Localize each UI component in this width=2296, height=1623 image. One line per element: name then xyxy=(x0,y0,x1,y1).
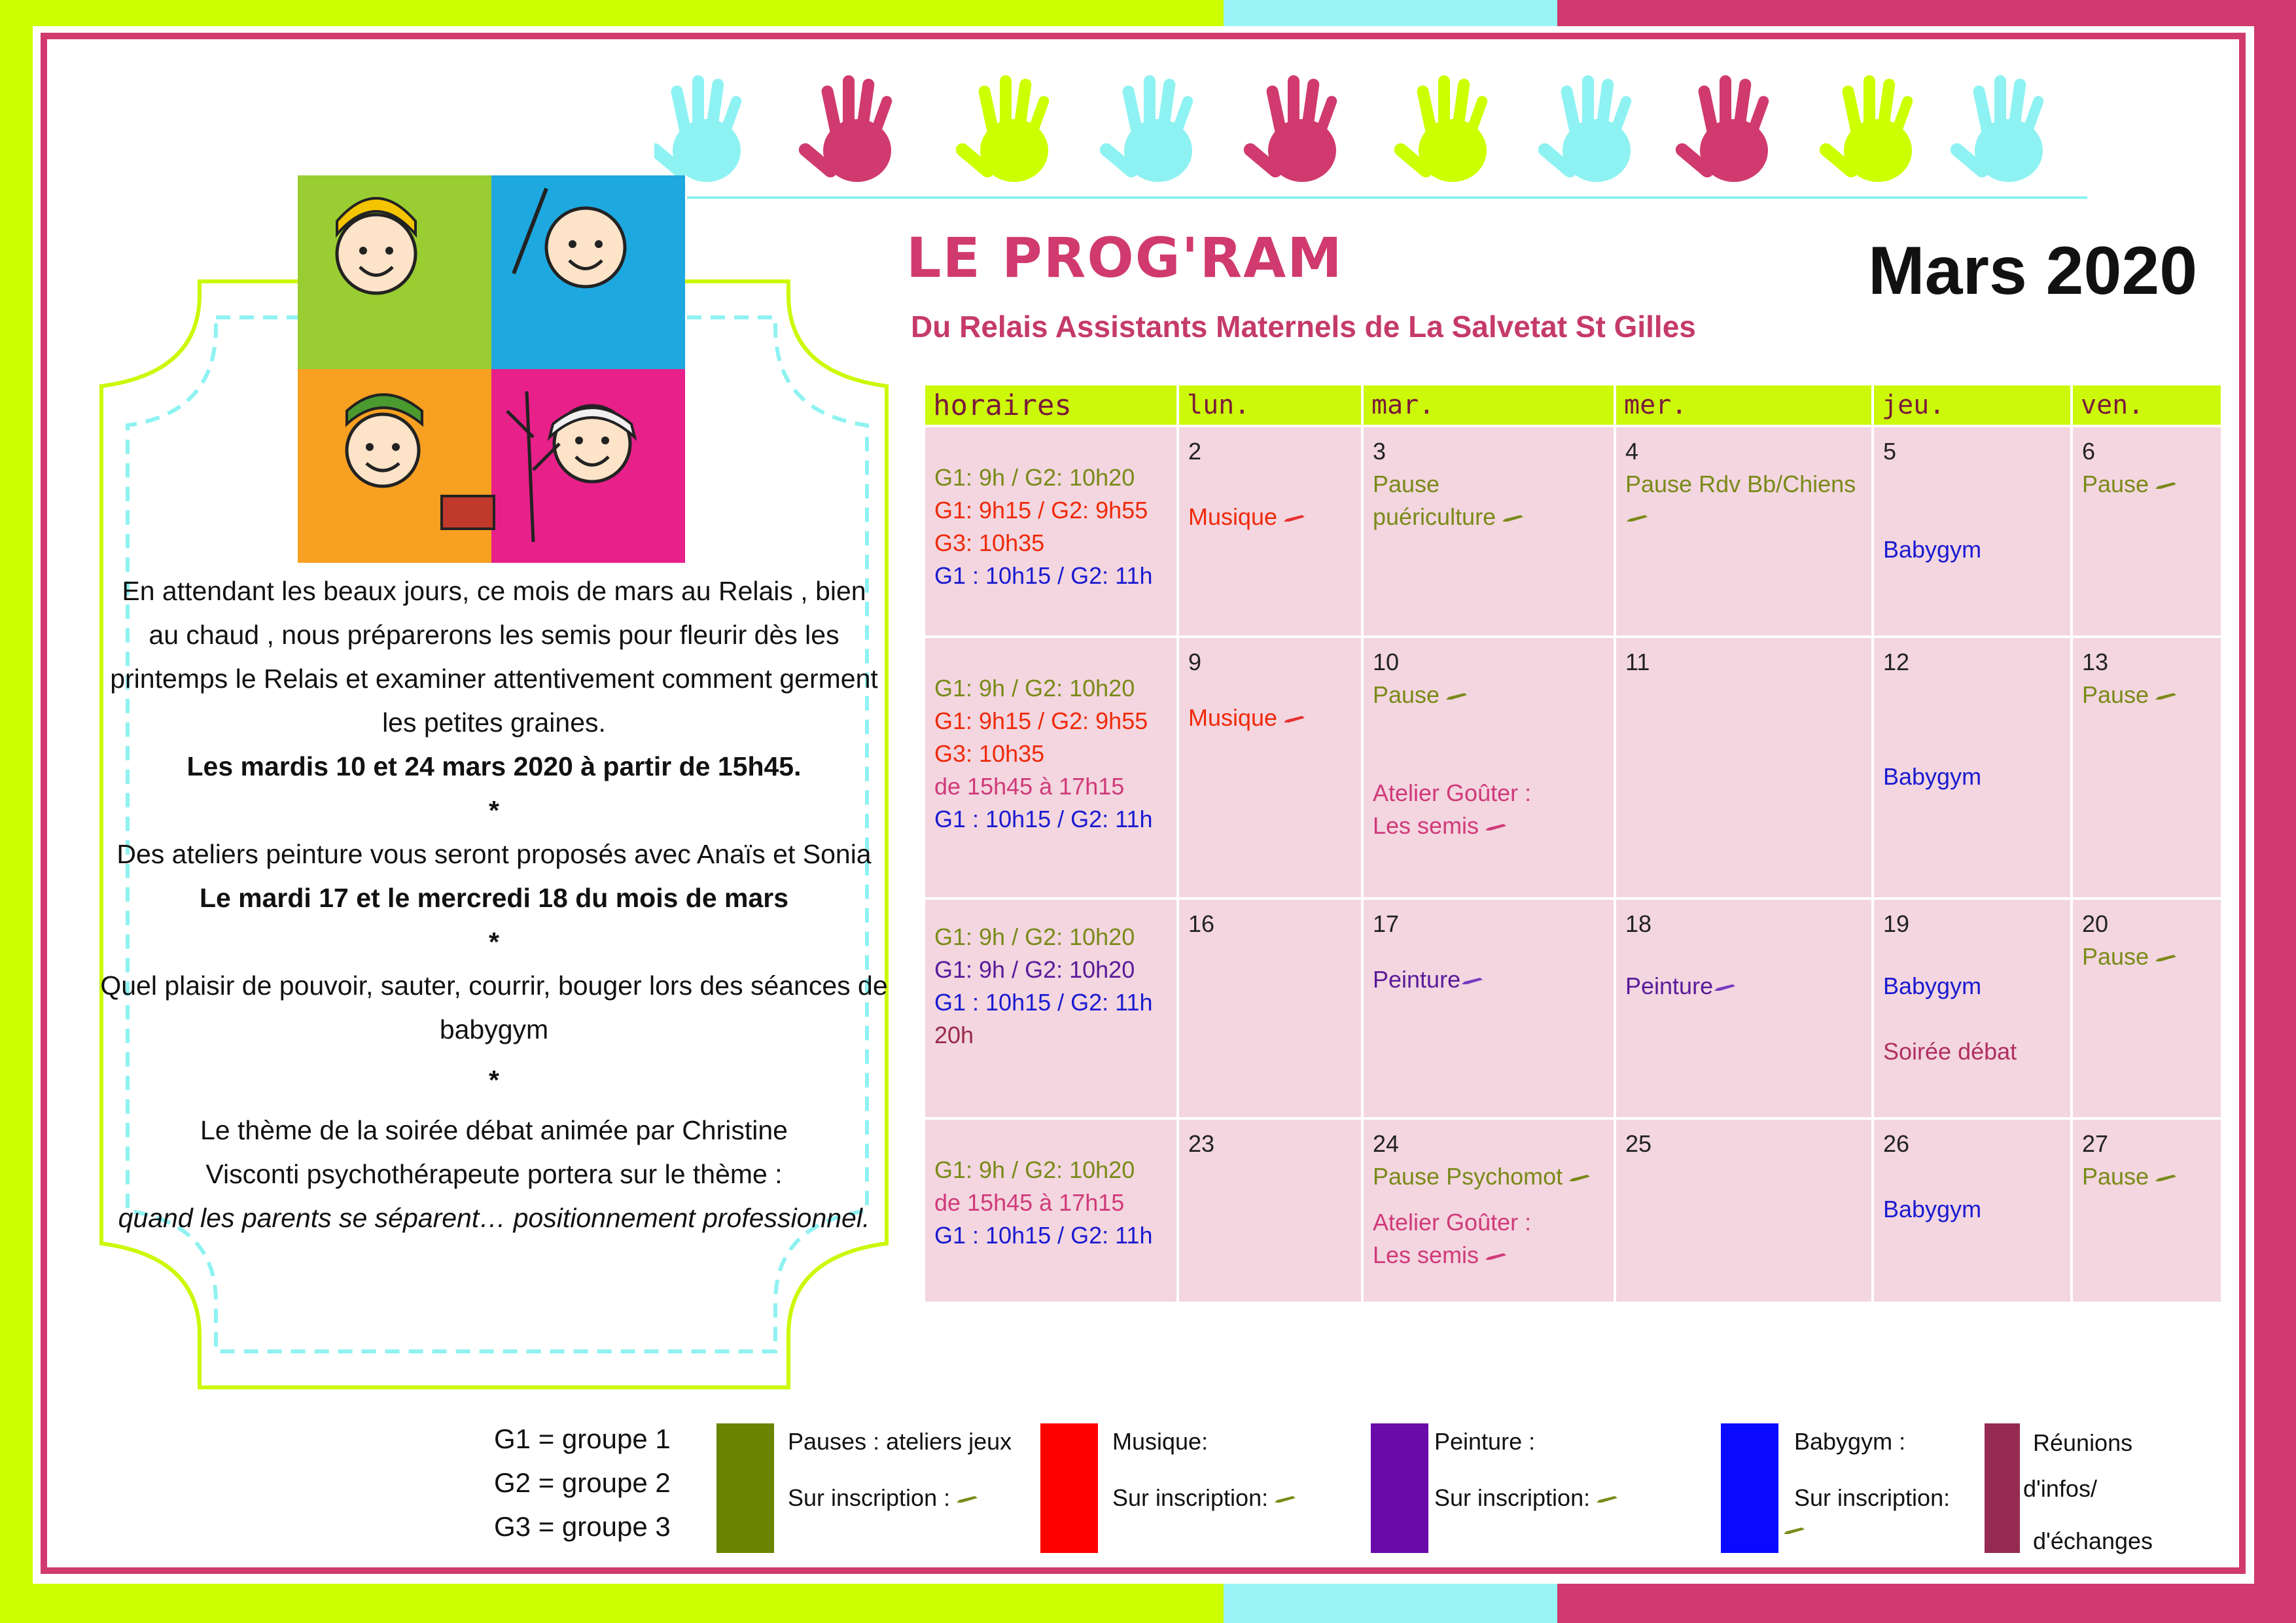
pencil-icon xyxy=(1501,514,1525,523)
hand-icon xyxy=(953,75,1051,182)
activity-label: Pause xyxy=(2082,1163,2149,1190)
activity-label: Pause xyxy=(1373,471,1440,497)
pencil-icon xyxy=(2154,481,2178,490)
day-cell[interactable] xyxy=(1616,427,1871,635)
intro-paragraph: Quel plaisir de pouvoir, sauter, courrir, bouger lors des séances de babygym xyxy=(100,971,888,1044)
legend-label: Pauses : ateliers jeux xyxy=(788,1428,1012,1455)
legend-label: d'infos/ xyxy=(2023,1475,2097,1502)
pencil-icon xyxy=(1282,514,1306,523)
col-jeudi: jeu. xyxy=(1874,385,2070,425)
day-number: 19 xyxy=(1883,910,1910,937)
legend-label: Babygym : xyxy=(1794,1428,1906,1455)
activity-label: Pause xyxy=(2082,943,2149,970)
page-subtitle: Du Relais Assistants Maternels de La Salvetat St Gilles xyxy=(911,310,1696,344)
legend-group-item: G1 = groupe 1 xyxy=(494,1423,671,1454)
month-label: Mars 2020 xyxy=(1868,233,2198,309)
legend-item-peinture xyxy=(1434,1414,1619,1526)
intro-highlight: Le mardi 17 et le mercredi 18 du mois de mars xyxy=(199,883,789,913)
legend-group-item: G3 = groupe 3 xyxy=(494,1511,671,1542)
col-mercredi: mer. xyxy=(1616,385,1871,425)
day-number: 12 xyxy=(1883,649,1910,675)
day-number: 3 xyxy=(1373,438,1386,465)
pencil-icon xyxy=(1568,1173,1591,1183)
day-number: 10 xyxy=(1373,649,1400,675)
pencil-icon xyxy=(1445,692,1468,701)
day-cell[interactable] xyxy=(1874,1120,2070,1302)
legend-label: Sur inscription: xyxy=(1794,1484,1951,1511)
day-cell[interactable] xyxy=(1179,427,1361,635)
legend-label: Sur inscription : xyxy=(788,1484,951,1511)
day-cell[interactable] xyxy=(1616,1120,1871,1302)
horaire-line: de 15h45 à 17h15 xyxy=(934,773,1125,800)
pencil-icon xyxy=(1782,1526,1806,1535)
legend-label: Réunions xyxy=(2033,1429,2133,1456)
day-cell[interactable] xyxy=(1179,1120,1361,1302)
day-number: 6 xyxy=(2082,438,2096,465)
pencil-icon xyxy=(1713,983,1737,992)
pencil-icon xyxy=(1484,823,1508,832)
day-cell[interactable] xyxy=(1364,427,1614,635)
legend-groups xyxy=(494,1417,671,1548)
legend-label: Musique: xyxy=(1112,1428,1209,1455)
pencil-icon xyxy=(1625,514,1649,523)
activity-label: puériculture xyxy=(1373,503,1496,530)
col-horaires: horaires xyxy=(925,385,1176,425)
legend-item-musique xyxy=(1112,1414,1297,1526)
activity-label: Pause xyxy=(1373,681,1440,708)
legend-item-babygym xyxy=(1794,1414,1950,1526)
day-cell[interactable] xyxy=(2073,638,2221,897)
legend-group-item: G2 = groupe 2 xyxy=(494,1467,671,1498)
day-number: 20 xyxy=(2082,910,2109,937)
day-cell[interactable] xyxy=(2073,900,2221,1117)
activity-label: Soirée débat xyxy=(1883,1038,2017,1065)
pencil-icon xyxy=(2154,692,2178,701)
frame-right-pink xyxy=(2254,0,2296,1623)
day-number: 24 xyxy=(1373,1130,1400,1157)
day-cell[interactable] xyxy=(1364,638,1614,897)
hand-icon xyxy=(1536,75,1633,182)
calendar-table xyxy=(923,383,2223,1304)
legend-swatch-peinture xyxy=(1371,1423,1428,1553)
horaire-line: G1 : 10h15 / G2: 11h xyxy=(934,989,1153,1016)
frame-left-lime xyxy=(0,0,33,1623)
legend-swatch-pauses xyxy=(716,1423,774,1553)
horaire-line: G1: 9h15 / G2: 9h55 xyxy=(934,497,1148,524)
activity-label: Babygym xyxy=(1883,536,1982,563)
horaires-cell xyxy=(925,638,1176,897)
activity-label: Atelier Goûter : xyxy=(1373,779,1532,806)
day-number: 5 xyxy=(1883,438,1897,465)
activity-label: Les semis xyxy=(1373,1241,1479,1268)
day-cell[interactable] xyxy=(1179,638,1361,897)
frame-top-cyan xyxy=(1224,0,1557,26)
intro-italic: quand les parents se séparent… positionnement professionnel. xyxy=(118,1203,870,1233)
hand-icon xyxy=(1097,75,1195,182)
day-cell[interactable] xyxy=(2073,427,2221,635)
activity-label: Peinture xyxy=(1625,972,1714,999)
day-cell[interactable] xyxy=(1616,900,1871,1117)
hand-icon xyxy=(654,75,743,182)
frame-top-pink xyxy=(1557,0,2296,26)
activity-label: Pause Rdv Bb/Chiens xyxy=(1625,471,1856,497)
day-number: 11 xyxy=(1625,649,1650,675)
day-cell[interactable] xyxy=(2073,1120,2221,1302)
horaire-line: de 15h45 à 17h15 xyxy=(934,1189,1125,1216)
activity-label: Babygym xyxy=(1883,763,1982,790)
day-number: 27 xyxy=(2082,1130,2109,1157)
frame-bottom-pink xyxy=(1557,1584,2296,1623)
col-lundi: lun. xyxy=(1179,385,1361,425)
activity-label: Atelier Goûter : xyxy=(1373,1209,1532,1236)
horaire-line: G1: 9h15 / G2: 9h55 xyxy=(934,707,1148,734)
activity-label: Babygym xyxy=(1883,1196,1982,1222)
page-title: LE PROG'RAM xyxy=(906,226,1343,290)
day-number: 2 xyxy=(1188,438,1202,465)
pencil-icon xyxy=(1595,1495,1619,1504)
day-number: 16 xyxy=(1188,910,1215,937)
hand-icon xyxy=(1392,75,1489,182)
legend-swatch-reunions xyxy=(1985,1423,2020,1553)
horaire-line: 20h xyxy=(934,1022,974,1048)
activity-label: Pause xyxy=(2082,471,2149,497)
week-row xyxy=(925,900,2221,1117)
horaires-cell xyxy=(925,1120,1176,1302)
week-row xyxy=(925,427,2221,635)
pencil-icon xyxy=(1282,715,1306,724)
col-mardi: mar. xyxy=(1364,385,1614,425)
legend-label: Sur inscription: xyxy=(1434,1484,1591,1511)
pencil-icon xyxy=(2154,954,2178,963)
calendar-header-row xyxy=(925,385,2221,425)
legend-label: Sur inscription: xyxy=(1112,1484,1269,1511)
separator-star: * xyxy=(489,1065,499,1095)
day-number: 26 xyxy=(1883,1130,1910,1157)
handprints-decoration xyxy=(654,65,2081,196)
hand-icon xyxy=(1241,75,1339,182)
legend-swatch-musique xyxy=(1040,1423,1098,1553)
day-number: 25 xyxy=(1625,1130,1652,1157)
day-number: 13 xyxy=(2082,649,2109,675)
legend-label: Peinture : xyxy=(1434,1428,1536,1455)
horaire-line: G1: 9h / G2: 10h20 xyxy=(934,675,1135,702)
intro-highlight: Les mardis 10 et 24 mars 2020 à partir de 15h45. xyxy=(186,751,802,781)
day-number: 4 xyxy=(1625,438,1639,465)
day-number: 18 xyxy=(1625,910,1652,937)
horaire-line: G3: 10h35 xyxy=(934,529,1045,556)
activity-label: Peinture xyxy=(1373,966,1461,993)
legend-item-reunions xyxy=(2023,1420,2153,1564)
day-number: 17 xyxy=(1373,910,1400,937)
activity-label: Pause Psychomot xyxy=(1373,1163,1563,1190)
week-row xyxy=(925,638,2221,897)
horaire-line: G1 : 10h15 / G2: 11h xyxy=(934,806,1153,832)
day-cell[interactable] xyxy=(1874,427,2070,635)
legend-label: d'échanges xyxy=(2033,1527,2153,1554)
divider-line xyxy=(687,196,2087,199)
intro-paragraph: En attendant les beaux jours, ce mois de mars au Relais , bien au chaud , nous préparerons les semis pour fleurir dès les printemps le Relais et examiner attentivement comment germent les petites graines. xyxy=(110,576,878,738)
day-cell[interactable] xyxy=(1616,638,1871,897)
day-cell[interactable] xyxy=(1364,1120,1614,1302)
horaire-line: G1: 9h / G2: 10h20 xyxy=(934,464,1135,491)
week-row xyxy=(925,1120,2221,1302)
activity-label: Musique xyxy=(1188,503,1278,530)
legend-swatch-babygym xyxy=(1721,1423,1778,1553)
hand-icon xyxy=(1948,75,2045,182)
frame-top-lime xyxy=(0,0,1224,26)
day-number: 9 xyxy=(1188,649,1202,675)
horaires-cell xyxy=(925,427,1176,635)
pencil-icon xyxy=(955,1495,979,1504)
horaire-line: G1 : 10h15 / G2: 11h xyxy=(934,562,1153,589)
pencil-icon xyxy=(2154,1173,2178,1183)
horaire-line: G1: 9h / G2: 10h20 xyxy=(934,1156,1135,1183)
pencil-icon xyxy=(1460,976,1484,986)
pencil-icon xyxy=(1484,1252,1508,1261)
activity-label: Babygym xyxy=(1883,972,1982,999)
activity-label: Musique xyxy=(1188,704,1278,731)
day-cell[interactable] xyxy=(1874,638,2070,897)
pencil-icon xyxy=(1273,1495,1297,1504)
separator-star: * xyxy=(489,927,499,957)
horaire-line: G1: 9h / G2: 10h20 xyxy=(934,956,1135,983)
activity-label: Pause xyxy=(2082,681,2149,708)
legend-item-pauses xyxy=(788,1414,1012,1526)
hand-icon xyxy=(1673,75,1771,182)
horaire-line: G1 : 10h15 / G2: 11h xyxy=(934,1222,1153,1249)
day-cell[interactable] xyxy=(1874,900,2070,1117)
intro-paragraph: Le thème de la soirée débat animée par Christine Visconti psychothérapeute portera sur le thème : xyxy=(200,1115,788,1189)
intro-text xyxy=(98,569,890,1240)
kids-gardening-illustration xyxy=(298,175,685,563)
horaire-line: G3: 10h35 xyxy=(934,740,1045,767)
hand-icon xyxy=(796,75,894,182)
day-cell[interactable] xyxy=(1179,900,1361,1117)
activity-label: Les semis xyxy=(1373,812,1479,839)
frame-bottom-lime xyxy=(0,1584,1224,1623)
day-cell[interactable] xyxy=(1364,900,1614,1117)
separator-star: * xyxy=(489,795,499,825)
intro-paragraph: Des ateliers peinture vous seront proposés avec Anaïs et Sonia xyxy=(116,839,872,869)
frame-bottom-cyan xyxy=(1224,1584,1557,1623)
horaire-line: G1: 9h / G2: 10h20 xyxy=(934,923,1135,950)
hand-icon xyxy=(1817,75,1915,182)
horaires-cell xyxy=(925,900,1176,1117)
day-number: 23 xyxy=(1188,1130,1215,1157)
col-vendredi: ven. xyxy=(2073,385,2221,425)
